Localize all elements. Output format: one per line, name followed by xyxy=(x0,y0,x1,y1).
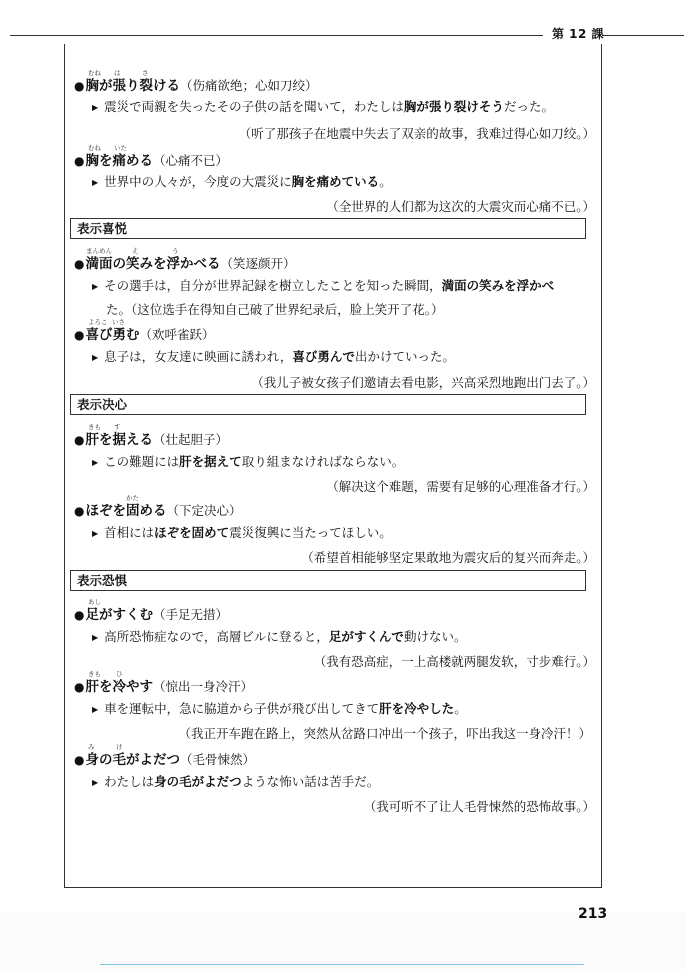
bullet-icon: ● xyxy=(74,504,85,518)
idiom-word: 喜び勇む xyxy=(85,327,140,343)
chapter-title: 第 12 課 xyxy=(552,27,605,41)
example-translation: （我有恐高症，一上高楼就两腿发软，寸步难行。） xyxy=(313,654,595,669)
idiom-gloss: （手足无措） xyxy=(152,607,228,622)
bullet-icon: ● xyxy=(74,154,85,168)
bullet-icon: ● xyxy=(74,680,85,694)
idiom-term xyxy=(74,74,318,94)
furigana: え xyxy=(132,247,139,255)
furigana: いさ xyxy=(112,318,125,326)
triangle-bullet-icon: ▶ xyxy=(92,778,99,787)
triangle-bullet-icon: ▶ xyxy=(92,103,99,112)
header-rule xyxy=(10,35,543,36)
example-translation: （希望首相能够坚定果敢地为震灾后的复兴而奔走。） xyxy=(301,550,595,565)
furigana: ひ xyxy=(116,670,123,678)
example-sentence: ▶ この難題には肝を据えて取り組まなければならない。 xyxy=(92,454,405,469)
idiom-term xyxy=(74,675,253,695)
furigana: う xyxy=(172,247,179,255)
idiom-word: ほぞを固める xyxy=(85,503,167,519)
bullet-icon: ● xyxy=(74,433,85,447)
section-heading: 表示恐惧 xyxy=(70,570,586,591)
triangle-bullet-icon: ▶ xyxy=(92,633,99,642)
idiom-term xyxy=(74,428,228,448)
idiom-term xyxy=(74,499,242,519)
triangle-bullet-icon: ▶ xyxy=(92,353,99,362)
example-sentence: ▶ 震災で両親を失ったその子供の話を聞いて，わたしは胸が張り裂けそうだった。 xyxy=(92,99,554,114)
idiom-term xyxy=(74,252,296,272)
furigana: け xyxy=(116,743,123,751)
furigana: す xyxy=(114,423,121,431)
idiom-word: 胸が張り裂ける xyxy=(85,78,180,94)
example-translation: （我正开车跑在路上，突然从岔路口冲出一个孩子，吓出我这一身冷汗！） xyxy=(178,726,591,741)
example-translation: （我儿子被女孩子们邀请去看电影，兴高采烈地跑出门去了。） xyxy=(251,375,595,390)
example-sentence: ▶ 車を運転中，急に脇道から子供が飛び出してきて肝を冷やした。 xyxy=(92,701,467,716)
triangle-bullet-icon: ▶ xyxy=(92,458,99,467)
bullet-icon: ● xyxy=(74,79,85,93)
triangle-bullet-icon: ▶ xyxy=(92,178,99,187)
furigana: よろこ xyxy=(88,318,108,326)
idiom-gloss: （伤痛欲绝；心如刀绞） xyxy=(179,78,318,93)
idiom-gloss: （壮起胆子） xyxy=(152,432,228,447)
example-sentence: ▶ その選手は，自分が世界記録を樹立したことを知った瞬間，満面の笑みを浮かべ xyxy=(92,278,555,293)
example-sentence: ▶ わたしは身の毛がよだつような怖い話は苦手だ。 xyxy=(92,774,380,789)
idiom-word: 肝を据える xyxy=(85,432,153,448)
idiom-term xyxy=(74,323,215,343)
section-heading: 表示决心 xyxy=(70,394,586,415)
furigana: さ xyxy=(142,69,149,77)
furigana: むね xyxy=(88,144,101,152)
idiom-gloss: （欢呼雀跃） xyxy=(139,327,215,342)
furigana: いた xyxy=(114,144,127,152)
idiom-word: 胸を痛める xyxy=(85,153,153,169)
furigana: むね xyxy=(88,69,101,77)
furigana: きも xyxy=(88,670,101,678)
idiom-word: 満面の笑みを浮かべる xyxy=(85,256,221,272)
example-translation: （解决这个难题，需要有足够的心理准备才行。） xyxy=(326,479,595,494)
page-number: 213 xyxy=(578,906,608,922)
furigana: み xyxy=(88,743,95,751)
bullet-icon: ● xyxy=(74,328,85,342)
example-sentence: ▶ 世界中の人々が，今度の大震災に胸を痛めている。 xyxy=(92,174,392,189)
idiom-gloss: （下定决心） xyxy=(166,503,242,518)
idiom-term xyxy=(74,603,228,623)
section-heading: 表示喜悦 xyxy=(70,218,586,239)
example-translation: （听了那孩子在地震中失去了双亲的故事，我难过得心如刀绞。） xyxy=(238,126,595,141)
example-sentence: ▶ 息子は，女友達に映画に誘われ，喜び勇んで出かけていった。 xyxy=(92,349,455,364)
idiom-term xyxy=(74,748,255,768)
idiom-gloss: （惊出一身冷汗） xyxy=(152,679,253,694)
bullet-icon: ● xyxy=(74,608,85,622)
example-sentence-continued: た。（这位选手在得知自己破了世界纪录后，脸上笑开了花。） xyxy=(106,302,444,317)
bullet-icon: ● xyxy=(74,753,85,767)
idiom-gloss: （笑逐颜开） xyxy=(220,256,296,271)
furigana: は xyxy=(114,69,121,77)
example-translation: （全世界的人们都为这次的大震灾而心痛不已。） xyxy=(326,199,595,214)
example-sentence: ▶ 首相にはほぞを固めて震災復興に当たってほしい。 xyxy=(92,525,392,540)
example-sentence: ▶ 高所恐怖症なので，高層ビルに登ると，足がすくんで動けない。 xyxy=(92,629,467,644)
triangle-bullet-icon: ▶ xyxy=(92,529,99,538)
idiom-word: 足がすくむ xyxy=(85,607,153,623)
triangle-bullet-icon: ▶ xyxy=(92,282,99,291)
furigana: まんめん xyxy=(86,247,112,255)
idiom-gloss: （心痛不已） xyxy=(152,153,228,168)
idiom-word: 身の毛がよだつ xyxy=(85,752,180,768)
example-translation: （我可听不了让人毛骨悚然的恐怖故事。） xyxy=(363,799,595,814)
furigana: あし xyxy=(88,598,101,606)
furigana: きも xyxy=(88,423,101,431)
idiom-gloss: （毛骨悚然） xyxy=(179,752,255,767)
idiom-word: 肝を冷やす xyxy=(85,679,153,695)
triangle-bullet-icon: ▶ xyxy=(92,705,99,714)
bottom-divider xyxy=(100,964,584,965)
bullet-icon: ● xyxy=(74,257,85,271)
furigana: かた xyxy=(126,494,139,502)
header-rule xyxy=(602,35,684,36)
idiom-term xyxy=(74,149,228,169)
